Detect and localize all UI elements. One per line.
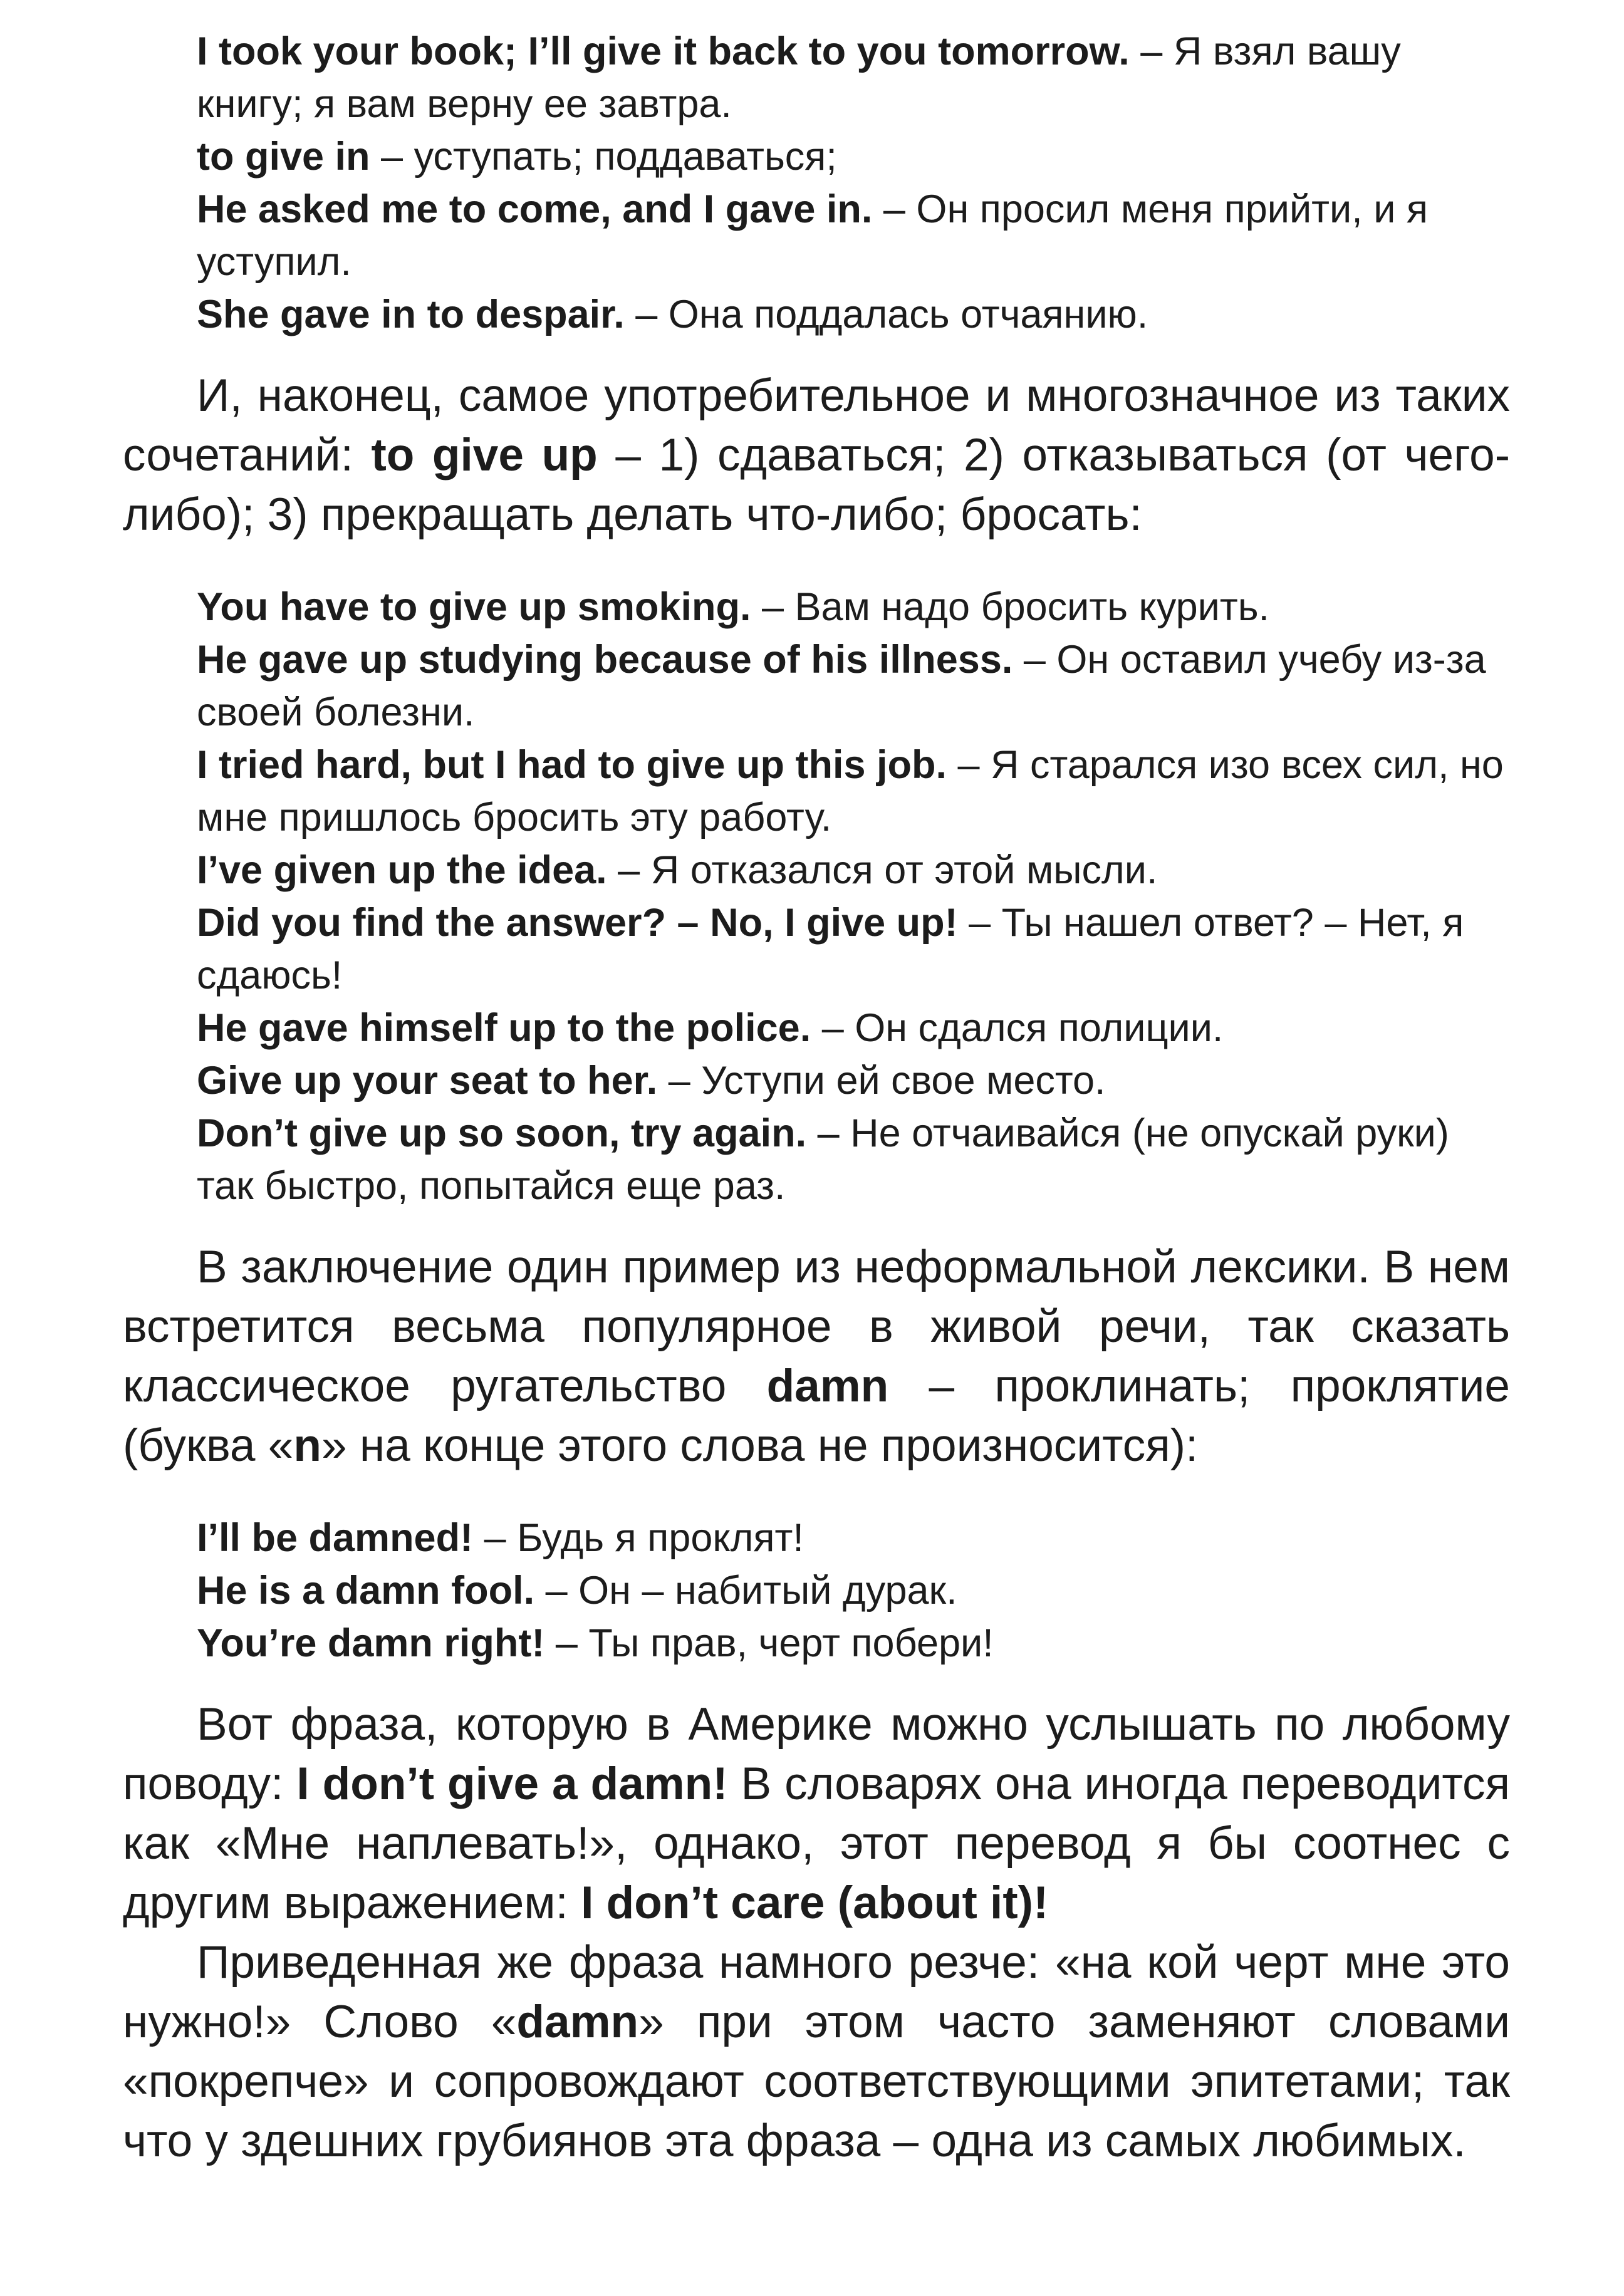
example-line — [197, 1002, 1510, 1054]
russian-translation: – Она поддалась отчаянию. — [624, 293, 1148, 336]
example-line — [197, 1512, 1510, 1564]
term-damn: damn — [766, 1361, 889, 1411]
term-dont-give-a-damn: I don’t give a damn! — [296, 1758, 728, 1809]
russian-translation: – Уступи ей свое место. — [657, 1059, 1106, 1103]
term-dont-care: I don’t care (about it)! — [581, 1878, 1049, 1928]
example-line — [197, 1054, 1510, 1107]
term-letter-n: n — [293, 1420, 321, 1471]
english-phrase: He gave himself up to the police. — [197, 1006, 811, 1050]
english-phrase: I tried hard, but I had to give up this job. — [197, 743, 947, 787]
paragraph-damn: В заключение один пример из неформальной лексики. В нем встретится весьма популярное в живой речи, так сказать классическое ругательство damn – проклинать; проклятие (буква «n» на конце этого слова не произносится): — [123, 1242, 1510, 1471]
english-phrase: Don’t give up so soon, try again. — [197, 1111, 807, 1155]
russian-translation: – Я взял вашу книгу; я вам верну ее завтра. — [197, 29, 1401, 126]
russian-translation: – Он оставил учебу из-за своей болезни. — [197, 638, 1486, 734]
example-line — [197, 130, 1510, 183]
russian-translation: – Я старался изо всех сил, но мне пришлось бросить эту работу. — [197, 743, 1504, 839]
russian-translation: – Ты нашел ответ? – Нет, я сдаюсь! — [197, 901, 1464, 997]
example-line — [197, 183, 1510, 288]
example-line — [197, 25, 1510, 130]
english-phrase: Did you find the answer? – No, I give up! — [197, 901, 958, 945]
english-phrase: I’ve given up the idea. — [197, 848, 607, 892]
russian-translation: – Ты прав, черт побери! — [544, 1621, 994, 1665]
russian-translation: – Вам надо бросить курить. — [751, 585, 1270, 629]
example-line — [197, 1564, 1510, 1617]
english-phrase: He asked me to come, and I gave in. — [197, 187, 873, 231]
russian-translation: – Он просил меня прийти, и я уступил. — [197, 187, 1429, 284]
example-line — [197, 581, 1510, 633]
english-phrase: She gave in to despair. — [197, 293, 625, 336]
term-damn: damn — [516, 1997, 639, 2047]
russian-translation: – Он сдался полиции. — [811, 1006, 1224, 1050]
english-phrase: He is a damn fool. — [197, 1569, 535, 1613]
russian-translation: – Будь я проклят! — [473, 1516, 804, 1560]
example-line — [197, 1107, 1510, 1212]
english-phrase: Give up your seat to her. — [197, 1059, 658, 1103]
paragraph-dont-give-a-damn: Вот фраза, которую в Америке можно услышать по любому поводу: I don’t give a damn! В словарях она иногда переводится как «Мне наплевать!», однако, этот перевод я бы соотнес с другим выражением: I don’t care (about it)! — [123, 1699, 1510, 1928]
english-phrase: I’ll be damned! — [197, 1516, 474, 1560]
english-phrase: I took your book; I’ll give it back to you tomorrow. — [197, 29, 1130, 73]
page — [123, 25, 1510, 2171]
examples-give-up — [197, 581, 1510, 1212]
russian-translation: – уступать; поддаваться; — [370, 135, 837, 179]
example-line — [197, 844, 1510, 896]
english-phrase: You’re damn right! — [197, 1621, 545, 1665]
russian-translation: – Не отчаивайся (не опускай руки) так быстро, попытайся еще раз. — [197, 1111, 1449, 1208]
english-phrase: You have to give up smoking. — [197, 585, 751, 629]
paragraph-rude-phrase: Приведенная же фраза намного резче: «на кой черт мне это нужно!» Слово «damn» при этом часто заменяют словами «покрепче» и сопровождают соответствующими эпитетами; так что у здешних грубиянов эта фраза – одна из самых любимых. — [123, 1937, 1510, 2166]
paragraph-give-up: И, наконец, самое употребительное и многозначное из таких сочетаний: to give up – 1) сдаваться; 2) отказываться (от чего-либо); 3) прекращать делать что-либо; бросать: — [123, 370, 1511, 540]
example-line — [197, 288, 1510, 341]
term-give-up: to give up — [371, 430, 598, 480]
russian-translation: – Он – набитый дурак. — [534, 1569, 957, 1613]
example-line — [197, 633, 1510, 739]
english-phrase: He gave up studying because of his illness. — [197, 638, 1013, 682]
example-line — [197, 739, 1510, 844]
examples-give-in — [197, 25, 1510, 341]
english-phrase: to give in — [197, 135, 370, 179]
examples-damn — [197, 1512, 1510, 1670]
example-line — [197, 896, 1510, 1002]
russian-translation: – Я отказался от этой мысли. — [606, 848, 1158, 892]
example-line — [197, 1617, 1510, 1670]
